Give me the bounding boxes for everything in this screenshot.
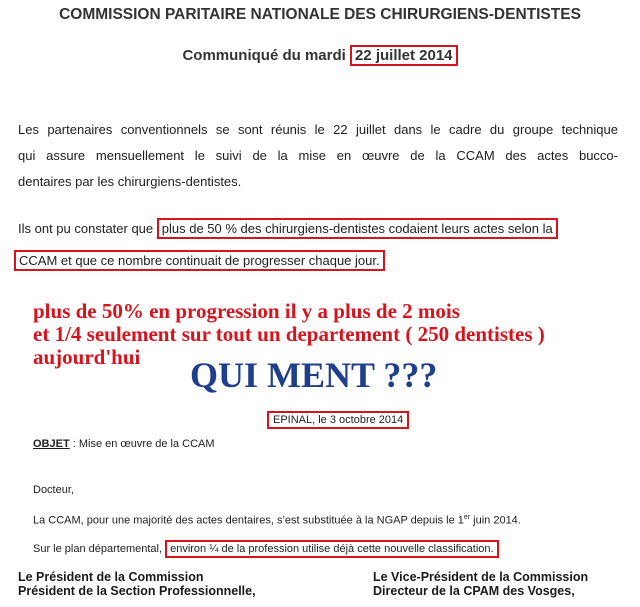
paragraph-line: dentaires par les chirurgiens-dentistes. bbox=[18, 174, 242, 189]
signature-left bbox=[18, 570, 256, 598]
body1-text: La CCAM, pour une majorité des actes dentaires, s’est substituée à la NGAP depuis le 1 bbox=[33, 514, 464, 527]
signature-right bbox=[373, 570, 588, 598]
paragraph-line bbox=[18, 216, 618, 242]
objet-text: : Mise en œuvre de la CCAM bbox=[69, 438, 215, 450]
communique-prefix: Communiqué du mardi bbox=[182, 47, 350, 64]
letter-body-1 bbox=[33, 514, 521, 527]
statistic-highlight-2: CCAM et que ce nombre continuait de progresser chaque jour. bbox=[14, 250, 385, 271]
statistic-prefix: Ils ont pu constater que bbox=[18, 221, 157, 236]
signature-left-line1: Le Président de la Commission bbox=[18, 570, 204, 584]
annotation-shout: QUI MENT ??? bbox=[190, 355, 438, 395]
paragraph-line: Les partenaires conventionnels se sont réunis le 22 juillet dans le cadre du groupe technique bbox=[18, 122, 618, 137]
communique-date-highlight: 22 juillet 2014 bbox=[350, 45, 458, 66]
place-date-highlight: EPINAL, le 3 octobre 2014 bbox=[267, 411, 409, 429]
annotation-line: et 1/4 seulement sur tout un departement ( 250 dentistes ) bbox=[33, 322, 545, 346]
communique-line bbox=[0, 47, 640, 64]
signature-right-line1: Le Vice-Président de la Commission bbox=[373, 570, 589, 584]
paragraph-meeting bbox=[18, 117, 618, 195]
body1-superscript: er bbox=[463, 514, 471, 521]
paragraph-statistic bbox=[18, 216, 618, 274]
paragraph-line: qui assure mensuellement le suivi de la mise en œuvre de la CCAM des actes bucco- bbox=[18, 148, 618, 163]
statistic-highlight-1: plus de 50 % des chirurgiens-dentistes codaient leurs actes selon la bbox=[157, 218, 558, 239]
paragraph-line bbox=[18, 248, 618, 274]
body2-highlight: environ ¼ de la profession utilise déjà cette nouvelle classification. bbox=[165, 540, 498, 558]
annotation-line: aujourd'hui bbox=[33, 345, 141, 369]
signature-right-line2: Directeur de la CPAM des Vosges, bbox=[373, 584, 575, 598]
document-title: COMMISSION PARITAIRE NATIONALE DES CHIRURGIENS-DENTISTES bbox=[59, 6, 581, 23]
body1-tail: juin 2014. bbox=[470, 514, 521, 527]
letter-objet bbox=[33, 438, 215, 450]
letter-body-2 bbox=[33, 543, 499, 555]
objet-label: OBJET bbox=[33, 438, 70, 450]
signature-left-line2: Président de la Section Professionnelle, bbox=[18, 584, 256, 598]
letter-place-date bbox=[267, 414, 409, 426]
body2-prefix: Sur le plan départemental, bbox=[33, 543, 166, 555]
annotation-line: plus de 50% en progression il y a plus de 2 mois bbox=[33, 299, 460, 323]
letter-greeting: Docteur, bbox=[33, 484, 74, 496]
